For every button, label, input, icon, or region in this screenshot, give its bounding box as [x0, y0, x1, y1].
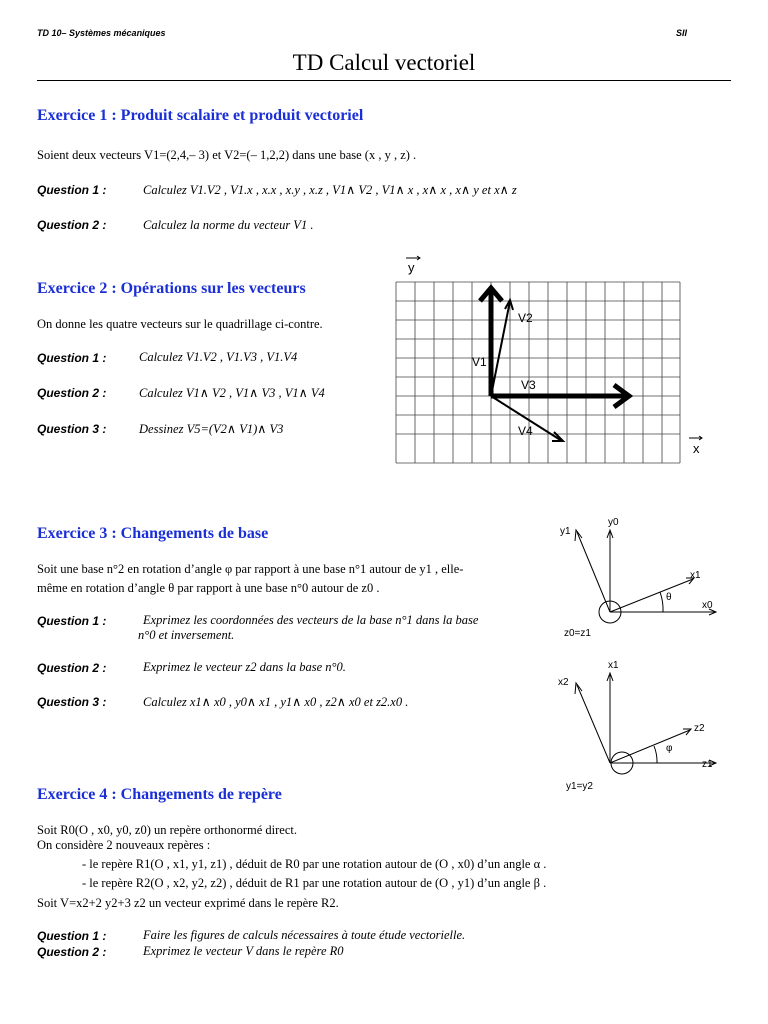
ex1-heading: Exercice 1 : Produit scalaire et produit vectoriel	[37, 107, 364, 124]
ex2-heading: Exercice 2 : Opérations sur les vecteurs	[37, 280, 306, 297]
fig2-x2: x2	[558, 677, 569, 688]
label-v2: V2	[518, 311, 533, 325]
ex3-q2-label: Question 2 :	[37, 661, 107, 675]
ex1-q2-text: Calculez la norme du vecteur V1 .	[143, 218, 314, 232]
ex3-q3-label: Question 3 :	[37, 695, 107, 709]
vector-grid-figure	[384, 255, 714, 470]
ex2-q2-text: Calculez V1∧ V2 , V1∧ V3 , V1∧ V4	[139, 386, 325, 400]
header-right: SII	[676, 28, 688, 38]
page-title: TD Calcul vectoriel	[292, 50, 476, 75]
fig2-z2: z2	[694, 723, 705, 734]
ex1-q1-label: Question 1 :	[37, 183, 107, 197]
title-rule	[37, 80, 731, 81]
ex2-q3-label: Question 3 :	[37, 422, 107, 436]
fig1-y0: y0	[608, 517, 619, 528]
fig2-z1: z1	[702, 759, 713, 770]
fig2-y: y1=y2	[566, 781, 593, 792]
fig1-y1: y1	[560, 526, 571, 537]
ex4-line4: - le repère R2(O , x2, y2, z2) , déduit de R1 par une rotation autour de (O , y1) d’un angle β .	[82, 876, 547, 890]
base-change-figure-2	[550, 655, 725, 795]
ex4-q2-label: Question 2 :	[37, 945, 107, 959]
ex2-q2-label: Question 2 :	[37, 386, 107, 400]
ex4-q1-label: Question 1 :	[37, 929, 107, 943]
ex3-q1-line2: n°0 et inversement.	[138, 628, 235, 642]
ex4-q2-text: Exprimez le vecteur V dans le repère R0	[143, 944, 344, 958]
ex4-line5: Soit V=x2+2 y2+3 z2 un vecteur exprimé dans le repère R2.	[37, 896, 339, 910]
header-left: TD 10– Systèmes mécaniques	[37, 28, 166, 38]
base-change-figure-1	[550, 512, 725, 647]
ex4-line3: - le repère R1(O , x1, y1, z1) , déduit de R0 par une rotation autour de (O , x0) d’un angle α .	[82, 857, 547, 871]
ex3-intro-line1: Soit une base n°2 en rotation d’angle φ par rapport à une base n°1 autour de y1 , elle-	[37, 562, 464, 576]
ex4-line1: Soit R0(O , x0, y0, z0) un repère orthonormé direct.	[37, 823, 298, 837]
ex4-q1-text: Faire les figures de calculs nécessaires à toute étude vectorielle.	[143, 928, 466, 942]
ex3-q2-text: Exprimez le vecteur z2 dans la base n°0.	[143, 660, 346, 674]
ex2-intro: On donne les quatre vecteurs sur le quadrillage ci-contre.	[37, 317, 323, 331]
ex2-q1-text: Calculez V1.V2 , V1.V3 , V1.V4	[139, 350, 298, 364]
fig1-z: z0=z1	[564, 628, 591, 639]
fig2-x1: x1	[608, 660, 619, 671]
ex1-q1-text: Calculez V1.V2 , V1.x , x.x , x.y , x.z , V1∧ V2 , V1∧ x , x∧ x , x∧ y et x∧ z	[143, 183, 517, 197]
ex3-intro-line2: même en rotation d’angle θ par rapport à une base n°0 autour de z0 .	[37, 581, 380, 595]
vector-v2	[491, 301, 510, 396]
ex3-q1-label: Question 1 :	[37, 614, 107, 628]
label-v1: V1	[472, 355, 487, 369]
ex1-q2-label: Question 2 :	[37, 218, 107, 232]
fig1-x1: x1	[690, 570, 701, 581]
fig2-phi: φ	[666, 743, 673, 754]
fig1-x0: x0	[702, 600, 713, 611]
axis-x-label: x	[693, 441, 700, 456]
ex3-q1-line1: Exprimez les coordonnées des vecteurs de la base n°1 dans la base	[143, 613, 479, 627]
ex3-q3-text: Calculez x1∧ x0 , y0∧ x1 , y1∧ x0 , z2∧ x0 et z2.x0 .	[143, 695, 409, 709]
axis-y-label: y	[408, 260, 415, 275]
grid-lines	[396, 282, 680, 463]
ex1-intro: Soient deux vecteurs V1=(2,4,– 3) et V2=(– 1,2,2) dans une base (x , y , z) .	[37, 148, 417, 162]
ex2-q1-label: Question 1 :	[37, 351, 107, 365]
ex3-heading: Exercice 3 : Changements de base	[37, 525, 269, 542]
ex2-q3-text: Dessinez V5=(V2∧ V1)∧ V3	[139, 422, 284, 436]
label-v4: V4	[518, 424, 533, 438]
ex4-line2: On considère 2 nouveaux repères :	[37, 838, 211, 852]
ex4-heading: Exercice 4 : Changements de repère	[37, 786, 282, 803]
label-v3: V3	[521, 378, 536, 392]
fig1-theta: θ	[666, 592, 672, 603]
